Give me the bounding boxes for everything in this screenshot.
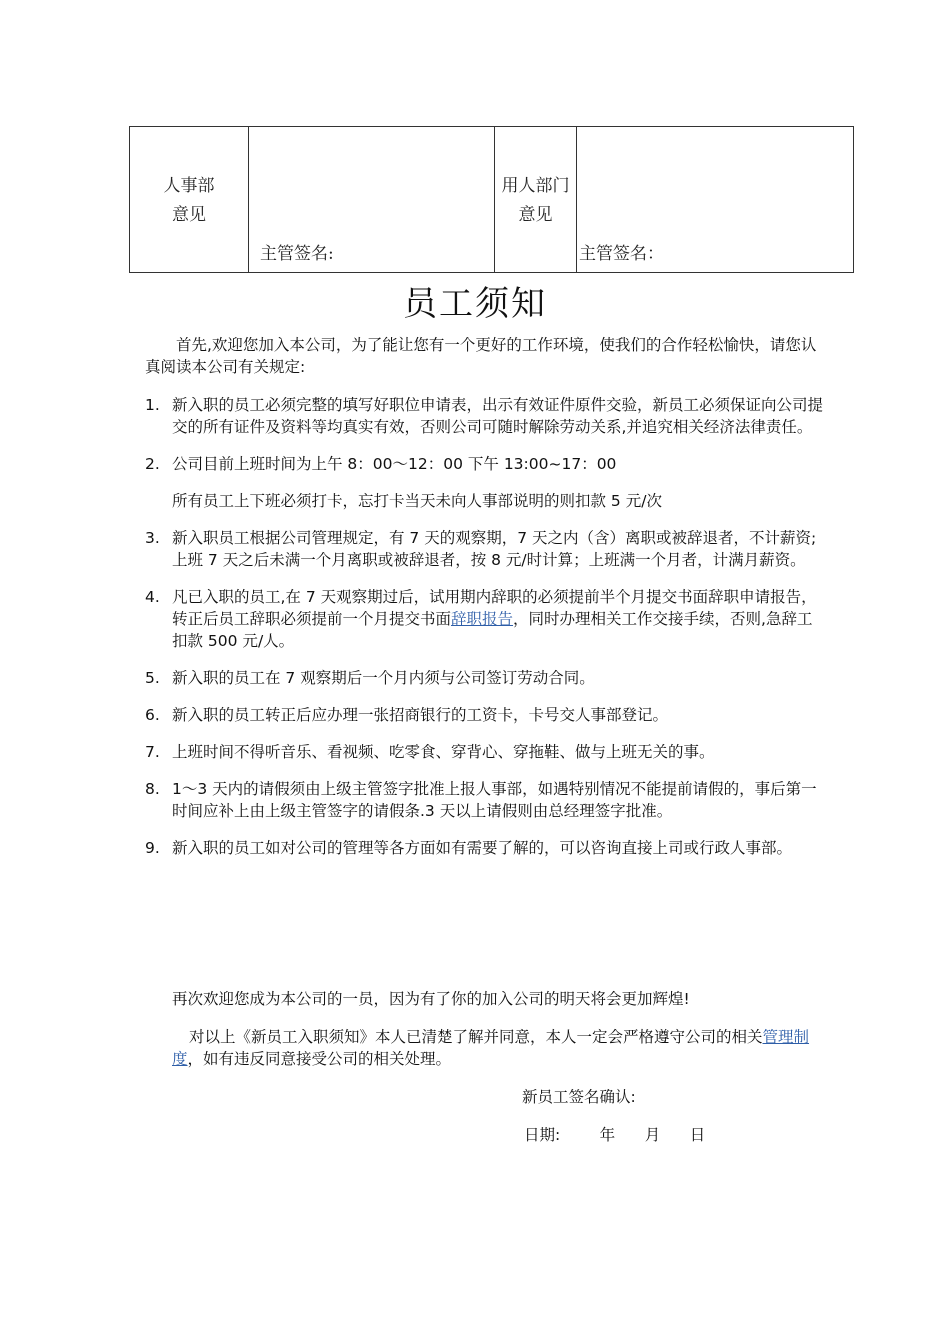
rule-item <box>145 394 825 438</box>
rule-number: 5. <box>145 669 160 687</box>
hr-label-cell <box>130 127 249 273</box>
rule-text: 新入职员工根据公司管理规定，有 7 天的观察期，7 天之内（含）离职或被辞退者，不计薪资;上班 7 天之后未满一个月离职或被辞退者，按 8 元/时计算；上班满一个月者，计满月薪资。 <box>172 529 817 569</box>
rule-number: 1. <box>145 396 160 414</box>
rule-number: 6. <box>145 706 160 724</box>
rule-number: 8. <box>145 780 160 798</box>
rule-item <box>145 704 825 726</box>
rule-number: 4. <box>145 588 160 606</box>
dept-supervisor-signature-label: 主管签名： <box>579 244 664 264</box>
rule-number: 3. <box>145 529 160 547</box>
rule-text: 1～3 天内的请假须由上级主管签字批准上报人事部，如遇特别情况不能提前请假的，事后第一时间应补上由上级主管签字的请假条.3 天以上请假则由总经理签字批准。 <box>172 780 817 820</box>
rule-text-before: 凡已入职的员工,在 7 天观察期过后，试用期内辞职的必须提前半个月提交书面辞职申请报告，转正后员工辞职必须提前一个月提交书面 <box>172 588 817 628</box>
rule-item <box>145 527 825 571</box>
opinion-row <box>130 127 854 273</box>
rule-item <box>145 741 825 763</box>
rule-number: 2. <box>145 455 160 473</box>
rule-text: 公司目前上班时间为上午 8：00～12：00 下午 13:00~17：00 <box>172 455 617 473</box>
intro-paragraph: 首先,欢迎您加入本公司，为了能让您有一个更好的工作环境，使我们的合作轻松愉快，请您认真阅读本公司有关规定: <box>145 336 817 376</box>
rule-text: 新入职的员工在 7 观察期后一个月内须与公司签订劳动合同。 <box>172 669 595 687</box>
rule-text: 新入职的员工如对公司的管理等各方面如有需要了解的，可以咨询直接上司或行政人事部。 <box>172 839 793 857</box>
rule-item <box>145 778 825 822</box>
resignation-report-link[interactable]: 辞职报告 <box>451 610 514 628</box>
hr-opinion-cell[interactable] <box>249 127 495 273</box>
hr-label-line2: 意见 <box>172 205 206 225</box>
date-line: 日期: 年 月 日 <box>524 1126 706 1144</box>
rule-text: 新入职的员工必须完整的填写好职位申请表，出示有效证件原件交验，新员工必须保证向公司提交的所有证件及资料等均真实有效，否则公司可随时解除劳动关系,并追究相关经济法律责任。 <box>172 396 824 436</box>
hr-label-line1: 人事部 <box>163 176 215 196</box>
dept-label-line2: 意见 <box>518 205 553 225</box>
new-employee-signature-label: 新员工签名确认: <box>522 1088 636 1106</box>
opinion-table <box>129 126 854 273</box>
dept-opinion-cell[interactable] <box>577 127 854 273</box>
rule-text: 上班时间不得听音乐、看视频、吃零食、穿背心、穿拖鞋、做与上班无关的事。 <box>172 743 715 761</box>
agreement-text-after: ，如有违反同意接受公司的相关处理。 <box>187 1050 452 1068</box>
management-policy-link[interactable]: 管理制度 <box>172 1028 810 1068</box>
welcome-paragraph: 再次欢迎您成为本公司的一员，因为有了你的加入公司的明天将会更加辉煌! <box>172 990 690 1008</box>
hr-supervisor-signature-label: 主管签名: <box>260 244 334 264</box>
rule-item <box>145 667 825 689</box>
rule-text: 新入职的员工转正后应办理一张招商银行的工资卡，卡号交人事部登记。 <box>172 706 669 724</box>
rule-item <box>145 837 825 859</box>
agreement-text-before: 对以上《新员工入职须知》本人已清楚了解并同意，本人一定会严格遵守公司的相关 <box>189 1028 763 1046</box>
rule-subtext: 所有员工上下班必须打卡，忘打卡当天未向人事部说明的则扣款 5 元/次 <box>172 492 662 510</box>
rule-text-after: ，同时办理相关工作交接手续，否则,急辞工扣款 500 元/人。 <box>172 610 813 650</box>
rule-item <box>145 453 825 512</box>
rules-list <box>145 394 825 874</box>
dept-label-line1: 用人部门 <box>501 176 570 196</box>
agreement-paragraph <box>172 1026 812 1070</box>
rule-number: 9. <box>145 839 160 857</box>
dept-label-cell <box>495 127 577 273</box>
rule-item <box>145 586 825 652</box>
page-title: 员工须知 <box>403 284 547 324</box>
rule-number: 7. <box>145 743 160 761</box>
